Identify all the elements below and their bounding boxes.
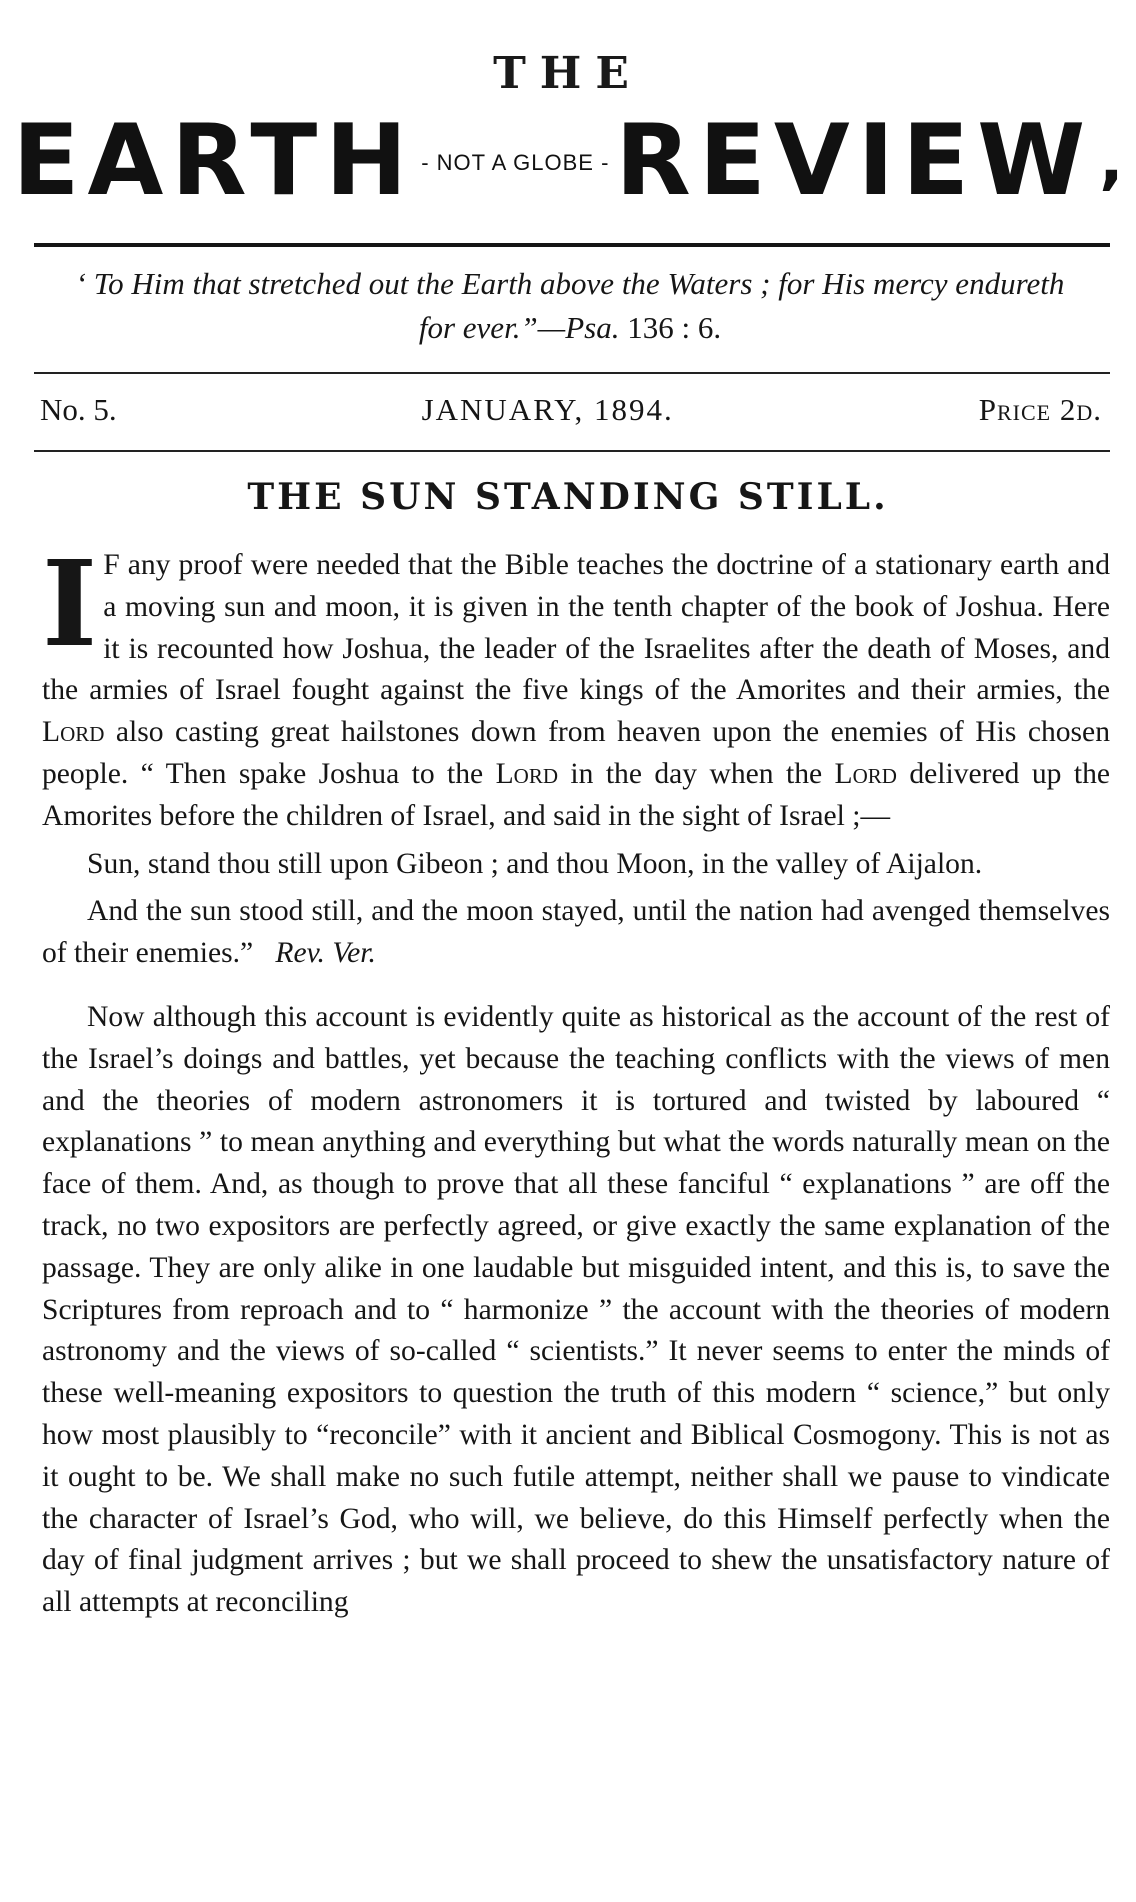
masthead-review: REVIEW (615, 104, 1094, 218)
masthead-title (0, 104, 1136, 218)
motto-reference: 136 : 6. (627, 310, 722, 345)
masthead-rule (34, 243, 1110, 247)
paragraph-2: Sun, stand thou still upon Gibeon ; and thou Moon, in the valley of Aijalon. (87, 847, 983, 880)
motto-text: ‘ To Him that stretched out the Earth above the Waters ; for His mercy endureth for ever.”—Psa. (75, 266, 1065, 345)
masthead-comma: , (1099, 124, 1124, 198)
paragraph-4: Now although this account is evidently quite as historical as the account of the rest of the Israel’s doings and battles, yet because the teaching conflicts with the views of men and the theories of modern astronomers it is tortured and twisted by laboured “ explanations ” to mean anything and everything but what the words naturally mean on the face of them. And, as though to prove that all these fanciful “ explanations ” are off the track, no two expositors are perfectly agreed, or give exactly the same explanation of the passage. They are only alike in one laudable but misguided intent, and this is, to save the Scriptures from reproach and to “ harmonize ” the account with the theories of modern astronomy and the views of so-called “ scientists.” It never seems to enter the minds of these well-meaning expositors to question the truth of this modern “ science,” but only how most plausibly to “reconcile” with it ancient and Biblical Cosmogony. This is not as it ought to be. We shall make no such futile attempt, neither shall we pause to vindicate the character of Israel’s God, who will, we believe, do this Himself perfectly when the day of final judgment arrives ; but we shall proceed to shew the unsatisfactory nature of all attempts at reconciling (42, 1000, 1110, 1619)
issue-price: Price 2d. (978, 392, 1102, 427)
paragraph-1-part-d: delivered up the Amorites before the children of Israel, and said in the sight of Israel ;— (42, 757, 1111, 832)
paragraph-3-text: And the sun stood still, and the moon stayed, until the nation had avenged themselves of their enemies.” (42, 895, 1110, 970)
issue-number: No. 5. (40, 392, 117, 427)
paragraph-1-part-a: F any proof were needed that the Bible teaches the doctrine of a stationary earth and a moving sun and moon, it is given in the tenth chapter of the book of Joshua. Here it is recounted how Joshua, the leader of the Israelites after the death of Moses, and the armies of Israel fought against the five kings of the Amorites and their armies, the (42, 549, 1110, 707)
lord-smallcaps: Lord (834, 757, 897, 790)
issue-rule-top (34, 372, 1110, 374)
motto (60, 262, 1080, 350)
masthead-not-a-globe: - NOT A GLOBE - (421, 150, 610, 175)
paragraph-1-part-c: in the day when the (570, 757, 823, 790)
article-title: THE SUN STANDING STILL. (247, 476, 889, 518)
paragraph-1-part-b: also casting great hailstones down from heaven upon the enemies of His chosen people. “ Then spake Joshua to the (42, 716, 1110, 790)
lord-smallcaps: Lord (42, 716, 105, 749)
lord-smallcaps: Lord (495, 757, 558, 790)
paragraph-3-reference: Rev. Ver. (275, 937, 376, 970)
drop-cap: I (42, 534, 98, 673)
paragraph-1 (42, 534, 1111, 838)
issue-line (40, 392, 1102, 428)
issue-date: JANUARY, 1894. (421, 392, 674, 427)
paragraph-3 (42, 891, 1110, 975)
article-body (42, 534, 1111, 1624)
issue-rule-bottom (34, 450, 1110, 452)
masthead-the: THE (493, 48, 643, 99)
masthead-earth: EARTH (12, 104, 416, 218)
